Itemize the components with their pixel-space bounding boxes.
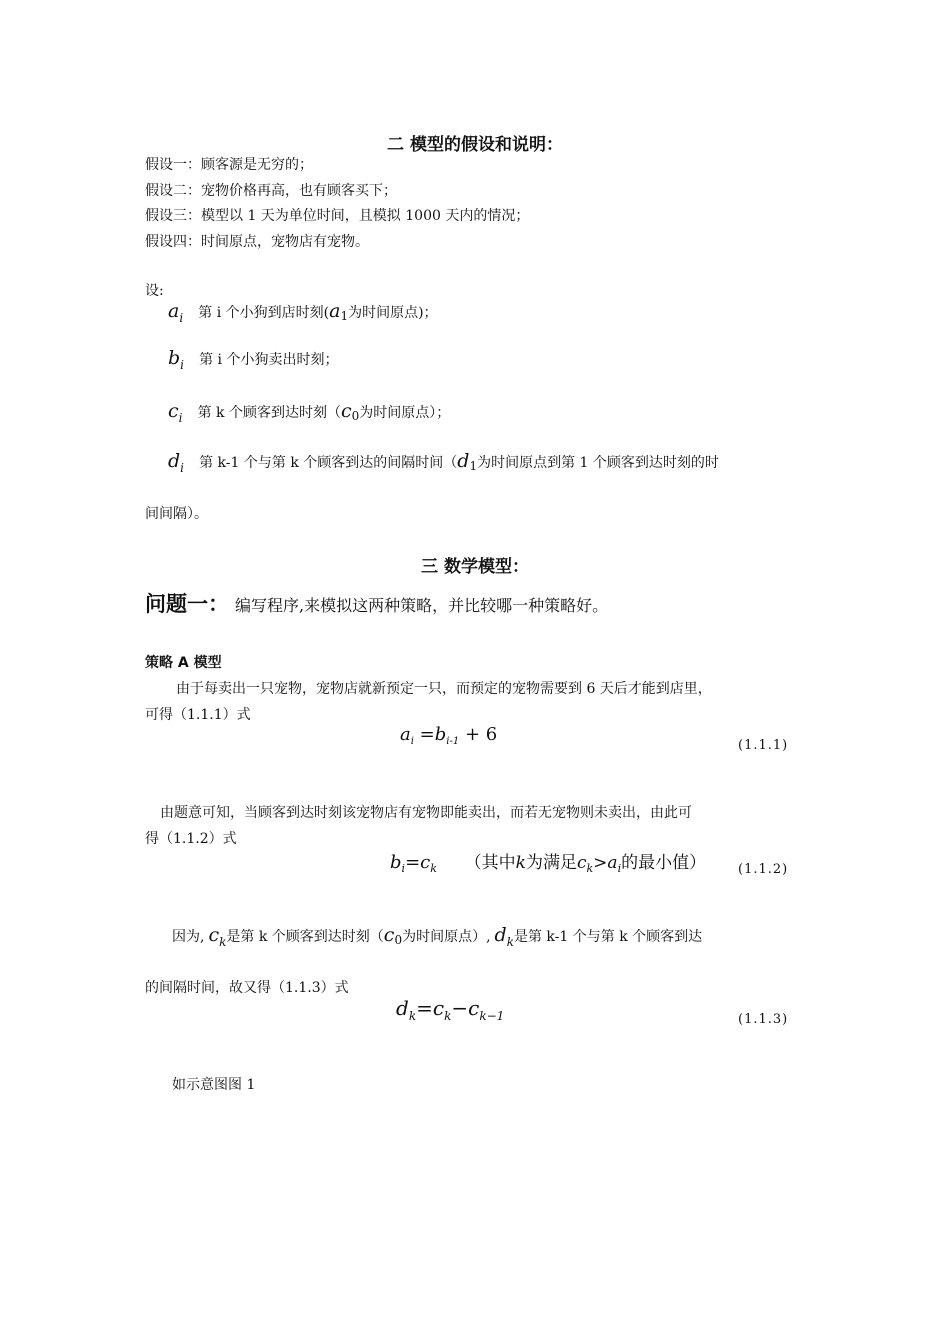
paragraph-1-line-2: 可得（1.1.1）式: [145, 707, 251, 723]
figure-reference: 如示意图图 1: [172, 1077, 256, 1093]
equation-1-1-2: [390, 848, 706, 873]
var-c0-sub: 0: [351, 409, 360, 423]
strategy-a-title: 策略 A 模型: [145, 655, 222, 671]
p3-var-c: c: [208, 924, 220, 946]
eq2-note-c: c: [576, 853, 587, 873]
eq1-lhs: a: [400, 724, 411, 745]
paragraph-3-line-1: [172, 924, 703, 949]
eq1-equals: =: [413, 724, 435, 745]
var-c-sub: i: [178, 411, 183, 425]
eq3-equals: =: [416, 996, 433, 1020]
definition-d-text: 第 k-1 个与第 k 个顾客到达的间隔时间（: [199, 455, 458, 471]
paragraph-3-line-2: 的间隔时间，故又得（1.1.3）式: [145, 980, 349, 996]
eq2-note-open: （其中: [464, 853, 516, 873]
equation-number-1-1-3: (1.1.3): [738, 1012, 789, 1027]
eq3-r2-sub: k−1: [479, 1009, 505, 1023]
definition-a: [168, 300, 438, 325]
eq2-rhs-sub: k: [430, 862, 437, 875]
assumption-4: 假设四：时间原点，宠物店有宠物。: [145, 234, 369, 250]
definition-c-text-2: 为时间原点）；: [359, 405, 451, 421]
eq2-lhs: b: [390, 852, 402, 873]
equation-number-1-1-2: (1.1.2): [738, 862, 789, 877]
definition-d-continuation: 间间隔）。: [145, 506, 208, 522]
question-1-text: 编写程序,来模拟这两种策略，并比较哪一种策略好。: [235, 596, 609, 615]
var-a1-sub: 1: [340, 309, 349, 323]
eq3-minus: −: [451, 996, 469, 1020]
definition-a-text: 第 i 个小狗到店时刻(: [198, 305, 330, 321]
var-a-sub: i: [179, 311, 184, 325]
definition-c: [168, 400, 451, 425]
assumption-1: 假设一：顾客源是无穷的；: [145, 157, 313, 173]
eq1-lhs-sub: i: [410, 736, 414, 747]
eq3-r1-sub: k: [444, 1009, 452, 1023]
p3-text-1: 是第 k 个顾客到达时刻（: [226, 929, 384, 945]
paragraph-1-line-1: 由于每卖出一只宠物，宠物店就新预定一只，而预定的宠物需要到 6 天后才能到店里，: [176, 681, 712, 697]
assumption-3: 假设三：模型以 1 天为单位时间，且模拟 1000 天内的情况；: [145, 208, 530, 224]
var-c0: c: [340, 400, 352, 422]
definition-b: [168, 347, 339, 372]
equation-number-1-1-1: (1.1.1): [738, 738, 789, 753]
assumption-2: 假设二：宠物价格再高，也有顾客买下；: [145, 183, 397, 199]
question-1-label: 问题一：: [145, 592, 229, 616]
eq1-rhs-sub: i-1: [446, 736, 460, 747]
p3-var-d: d: [494, 924, 507, 946]
var-d-sub: i: [180, 461, 185, 475]
var-c: c: [168, 400, 179, 422]
p3-var-c0: c: [383, 924, 395, 946]
eq2-note-a-sub: i: [617, 862, 622, 875]
equation-1-1-3: [396, 996, 505, 1023]
section-title-model: 三 数学模型：: [421, 557, 529, 577]
definition-c-text: 第 k 个顾客到达时刻（: [197, 405, 341, 421]
equation-1-1-1: [400, 724, 497, 745]
p3-because: 因为,: [172, 929, 205, 945]
var-d1-sub: 1: [469, 459, 478, 473]
var-d: d: [168, 450, 181, 472]
eq2-equals: =: [405, 852, 421, 873]
var-b-sub: i: [180, 358, 185, 372]
p3-text-3: 是第 k-1 个与第 k 个顾客到达: [513, 929, 703, 945]
let-label: 设:: [145, 283, 164, 299]
eq2-note-k: k: [515, 853, 526, 873]
eq2-note-a: a: [607, 853, 618, 873]
eq3-lhs: d: [396, 996, 409, 1020]
eq1-rhs: b: [434, 724, 447, 745]
section-title-assumptions: 二 模型的假设和说明：: [387, 135, 563, 155]
eq2-lhs-sub: i: [401, 862, 406, 875]
eq2-note-close: 的最小值）: [621, 853, 707, 873]
definition-b-text: 第 i 个小狗卖出时刻；: [199, 352, 339, 368]
eq2-rhs: c: [420, 852, 431, 873]
eq3-lhs-sub: k: [408, 1009, 417, 1023]
eq1-tail: + 6: [459, 724, 498, 745]
eq3-r1: c: [432, 996, 445, 1020]
p3-var-d-sub: k: [506, 935, 514, 949]
var-b: b: [168, 347, 181, 369]
p3-var-c-sub: k: [219, 935, 227, 949]
definition-a-text-2: 为时间原点)；: [348, 305, 438, 321]
var-a: a: [168, 300, 180, 322]
definition-d-text-2: 为时间原点到第 1 个顾客到达时刻的时: [477, 455, 719, 471]
p3-var-c0-sub: 0: [394, 933, 403, 947]
eq2-note-mid: 为满足: [525, 853, 577, 873]
definition-d: [168, 450, 719, 475]
var-a1: a: [329, 300, 341, 322]
p3-text-2: 为时间原点）,: [402, 929, 491, 945]
question-1: [145, 588, 608, 618]
paragraph-2-line-2: 得（1.1.2）式: [145, 831, 237, 847]
eq2-note-gt: >: [593, 853, 608, 873]
eq3-r2: c: [468, 996, 480, 1020]
paragraph-2-line-1: 由题意可知，当顾客到达时刻该宠物店有宠物即能卖出，而若无宠物则未卖出，由此可: [160, 805, 692, 821]
eq2-note-c-sub: k: [586, 862, 594, 875]
var-d1: d: [457, 450, 470, 472]
